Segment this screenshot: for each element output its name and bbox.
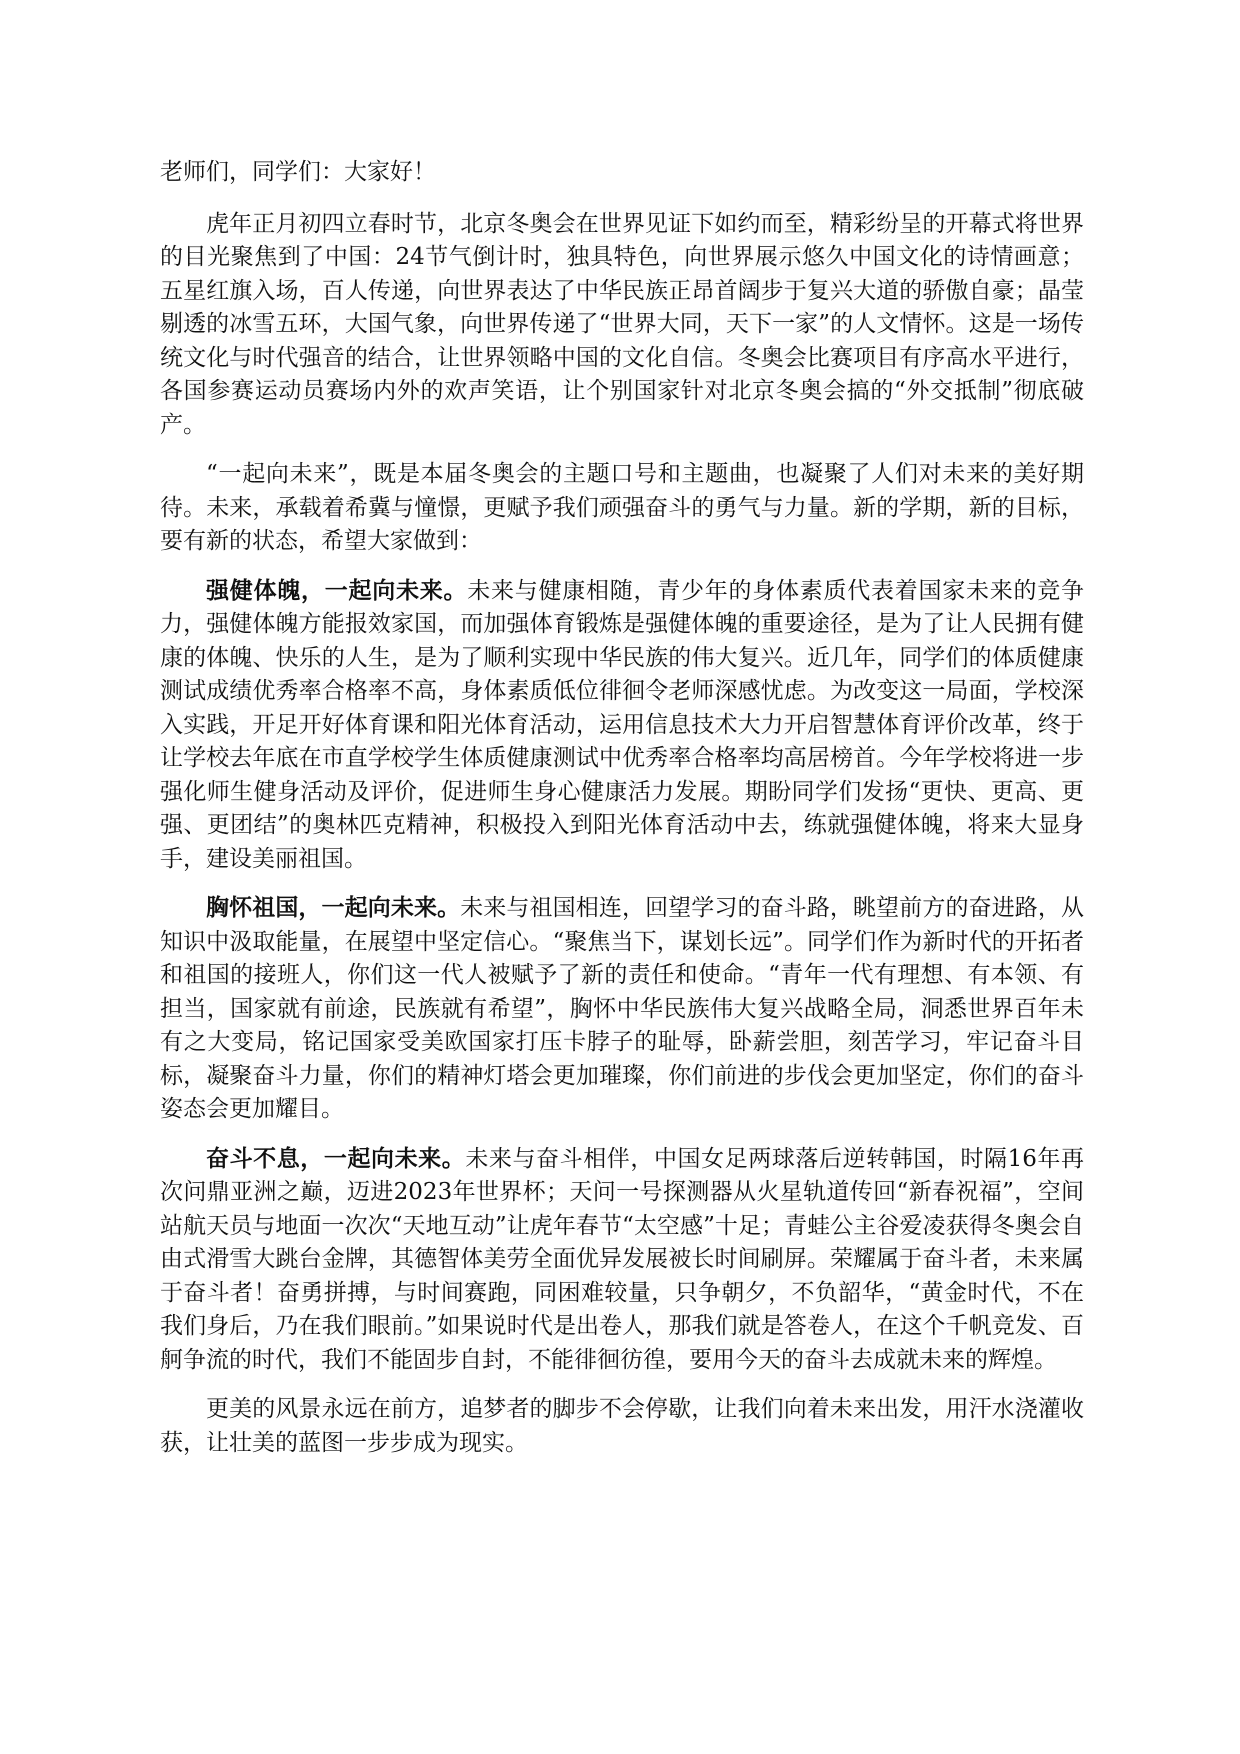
paragraph-text: 未来与健康相随，青少年的身体素质代表着国家未来的竞争力，强健体魄方能报效家国，而加强体育锻炼是强健体魄的重要途径，是为了让人民拥有健康的体魄、快乐的人生，是为了顺利实现中华民族的伟大复兴。近几年，同学们的体质健康测试成绩优秀率合格率不高，身体素质低位徘徊令老师深感忧虑。为改变这一局面，学校深入实践，开足开好体育课和阳光体育活动，运用信息技术大力开启智慧体育评价改革，终于让学校去年底在市直学校学生体质健康测试中优秀率合格率均高居榜首。今年学校将进一步强化师生健身活动及评价，促进师生身心健康活力发展。期盼同学们发扬“更快、更高、更强、更团结”的奥林匹克精神，积极投入到阳光体育活动中去，练就强健体魄，将来大显身手，建设美丽祖国。 (160, 577, 1084, 872)
paragraph-opening (160, 208, 1084, 443)
paragraph-striving (160, 1143, 1084, 1378)
paragraph-text: 虎年正月初四立春时节，北京冬奥会在世界见证下如约而至，精彩纷呈的开幕式将世界的目光聚焦到了中国：24节气倒计时，独具特色，向世界展示悠久中国文化的诗情画意；五星红旗入场，百人传递，向世界表达了中华民族正昂首阔步于复兴大道的骄傲自豪；晶莹剔透的冰雪五环，大国气象，向世界传递了“世界大同，天下一家”的人文情怀。这是一场传统文化与时代强音的结合，让世界领略中国的文化自信。冬奥会比赛项目有序高水平进行，各国参赛运动员赛场内外的欢声笑语，让个别国家针对北京冬奥会搞的“外交抵制”彻底破产。 (160, 210, 1084, 438)
greeting: 老师们，同学们：大家好！ (160, 159, 436, 185)
paragraph-text: 未来与祖国相连，回望学习的奋斗路，眺望前方的奋进路，从知识中汲取能量，在展望中坚定信心。“聚焦当下，谋划长远”。同学们作为新时代的开拓者和祖国的接班人，你们这一代人被赋予了新的责任和使命。“青年一代有理想、有本领、有担当，国家就有前途，民族就有希望”，胸怀中华民族伟大复兴战略全局，洞悉世界百年未有之大变局，铭记国家受美欧国家打压卡脖子的耻辱，卧薪尝胆，刻苦学习，牢记奋斗目标，凝聚奋斗力量，你们的精神灯塔会更加璀璨，你们前进的步伐会更加坚定，你们的奋斗姿态会更加耀目。 (160, 895, 1085, 1122)
paragraph-text: 更美的风景永远在前方，追梦者的脚步不会停歇，让我们向着未来出发，用汗水浇灌收获，让壮美的蓝图一步步成为现实。 (160, 1396, 1084, 1456)
paragraph-motherland (160, 892, 1084, 1127)
paragraph-text: 未来与奋斗相伴，中国女足两球落后逆转韩国，时隔16年再次问鼎亚洲之巅，迈进2023年世界杯；天问一号探测器从火星轨道传回“新春祝福”，空间站航天员与地面一次次“天地互动”让虎年春节“太空感”十足；青蛙公主谷爱凌获得冬奥会自由式滑雪大跳台金牌，其德智体美劳全面优异发展被长时间刷屏。荣耀属于奋斗者，未来属于奋斗者！奋勇拼搏，与时间赛跑，同困难较量，只争朝夕，不负韶华，“黄金时代，不在我们身后，乃在我们眼前。”如果说时代是出卷人，那我们就是答卷人，在这个千帆竞发、百舸争流的时代，我们不能固步自封，不能徘徊彷徨，要用今天的奋斗去成就未来的辉煌。 (160, 1145, 1084, 1373)
paragraph-lead: 胸怀祖国，一起向未来。 (206, 895, 461, 921)
document-page (160, 156, 1084, 1476)
paragraph-lead: 奋斗不息，一起向未来。 (206, 1145, 466, 1172)
paragraph-lead: 强健体魄，一起向未来。 (206, 577, 468, 604)
paragraph-text: “一起向未来”，既是本届冬奥会的主题口号和主题曲，也凝聚了人们对未来的美好期待。未来，承载着希冀与憧憬，更赋予我们顽强奋斗的勇气与力量。新的学期，新的目标，要有新的状态，希望大家做到： (160, 461, 1084, 554)
paragraph-closing (160, 1393, 1084, 1460)
paragraph-health (160, 575, 1084, 877)
paragraph-theme (160, 458, 1084, 559)
